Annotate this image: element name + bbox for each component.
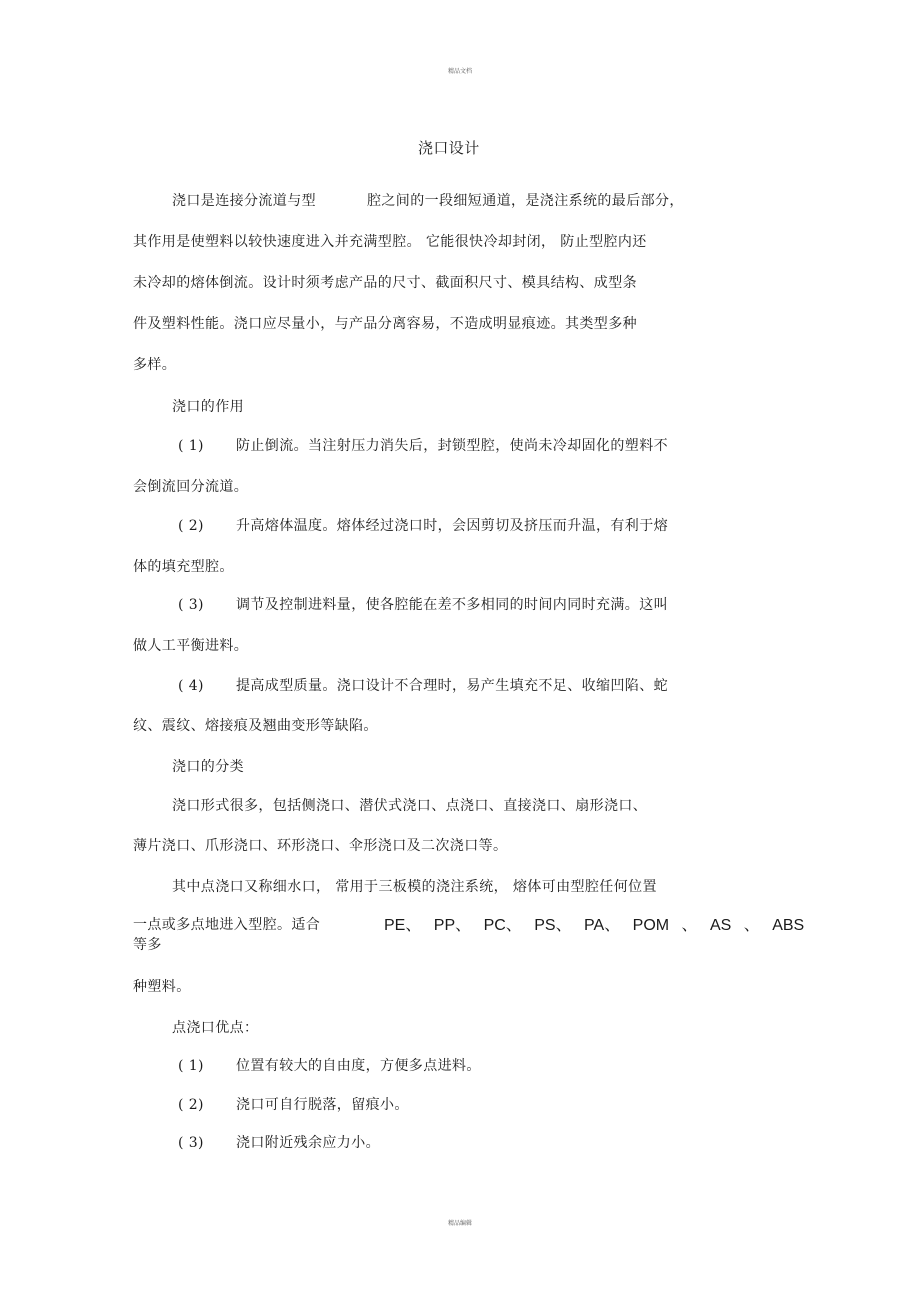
function-item-4-continued: 纹、震纹、熔接痕及翘曲变形等缺陷。 <box>133 718 378 734</box>
classification-line-2: 薄片浇口、爪形浇口、环形浇口、伞形浇口及二次浇口等。 <box>133 838 508 854</box>
intro-line-1b: 腔之间的一段细短通道，是浇注系统的最后部分， <box>367 193 684 209</box>
advantage-item-3-text: 浇口附近残余应力小。 <box>236 1135 380 1151</box>
advantage-item-1 <box>178 1055 481 1075</box>
pin-gate-line-3: 种塑料。 <box>133 979 191 995</box>
function-item-2-number: ( 2) <box>178 518 204 534</box>
intro-line-2: 其作用是使塑料以较快速度进入并充满型腔。 它能很快冷却封闭， 防止型腔内还 <box>133 234 647 250</box>
advantage-item-2-number: ( 2) <box>178 1097 204 1113</box>
advantage-item-3 <box>178 1132 380 1152</box>
function-item-1 <box>178 435 668 455</box>
pin-gate-materials: PE、 PP、 PC、 PS、 PA、 POM 、 AS 、 ABS <box>384 917 805 934</box>
functions-heading: 浇口的作用 <box>172 399 244 415</box>
classification-line-1: 浇口形式很多，包括侧浇口、潜伏式浇口、点浇口、直接浇口、扇形浇口、 <box>172 798 648 814</box>
page-title: 浇口设计 <box>418 139 480 157</box>
pin-gate-line-2a: 一点或多点地进入型腔。适合 <box>133 917 321 933</box>
function-item-4 <box>178 675 668 695</box>
function-item-2-continued: 体的填充型腔。 <box>133 559 234 575</box>
advantage-item-2 <box>178 1094 409 1114</box>
function-item-2-text: 升高熔体温度。熔体经过浇口时，会因剪切及挤压而升温，有利于熔 <box>236 518 668 534</box>
advantages-heading: 点浇口优点： <box>172 1020 259 1036</box>
function-item-3 <box>178 594 668 614</box>
advantage-item-1-text: 位置有较大的自由度，方便多点进料。 <box>236 1058 481 1074</box>
page-header: 精品文档 <box>448 68 473 75</box>
function-item-3-number: ( 3) <box>178 597 204 613</box>
page-footer: 精品编辑 <box>448 1220 473 1227</box>
function-item-1-text: 防止倒流。当注射压力消失后，封锁型腔，使尚未冷却固化的塑料不 <box>236 438 668 454</box>
pin-gate-line-1: 其中点浇口又称细水口， 常用于三板模的浇注系统， 熔体可由型腔任何位置 <box>172 879 657 895</box>
intro-line-3: 未冷却的熔体倒流。设计时须考虑产品的尺寸、截面积尺寸、模具结构、成型条 <box>133 275 637 291</box>
function-item-1-continued: 会倒流回分流道。 <box>133 479 249 495</box>
advantage-item-1-number: ( 1) <box>178 1058 204 1074</box>
intro-line-1a: 浇口是连接分流道与型 <box>172 193 316 209</box>
function-item-1-number: ( 1) <box>178 438 204 454</box>
intro-line-4: 件及塑料性能。浇口应尽量小，与产品分离容易，不造成明显痕迹。其类型多种 <box>133 316 637 332</box>
function-item-3-text: 调节及控制进料量，使各腔能在差不多相同的时间内同时充满。这叫 <box>236 597 668 613</box>
advantage-item-3-number: ( 3) <box>178 1135 204 1151</box>
function-item-2 <box>178 515 668 535</box>
function-item-3-continued: 做人工平衡进料。 <box>133 638 249 654</box>
classification-heading: 浇口的分类 <box>172 759 244 775</box>
advantage-item-2-text: 浇口可自行脱落，留痕小。 <box>236 1097 409 1113</box>
intro-line-5: 多样。 <box>133 357 177 373</box>
function-item-4-number: ( 4) <box>178 678 204 694</box>
function-item-4-text: 提高成型质量。浇口设计不合理时，易产生填充不足、收缩凹陷、蛇 <box>236 678 668 694</box>
pin-gate-line-2b: 等多 <box>133 937 162 953</box>
